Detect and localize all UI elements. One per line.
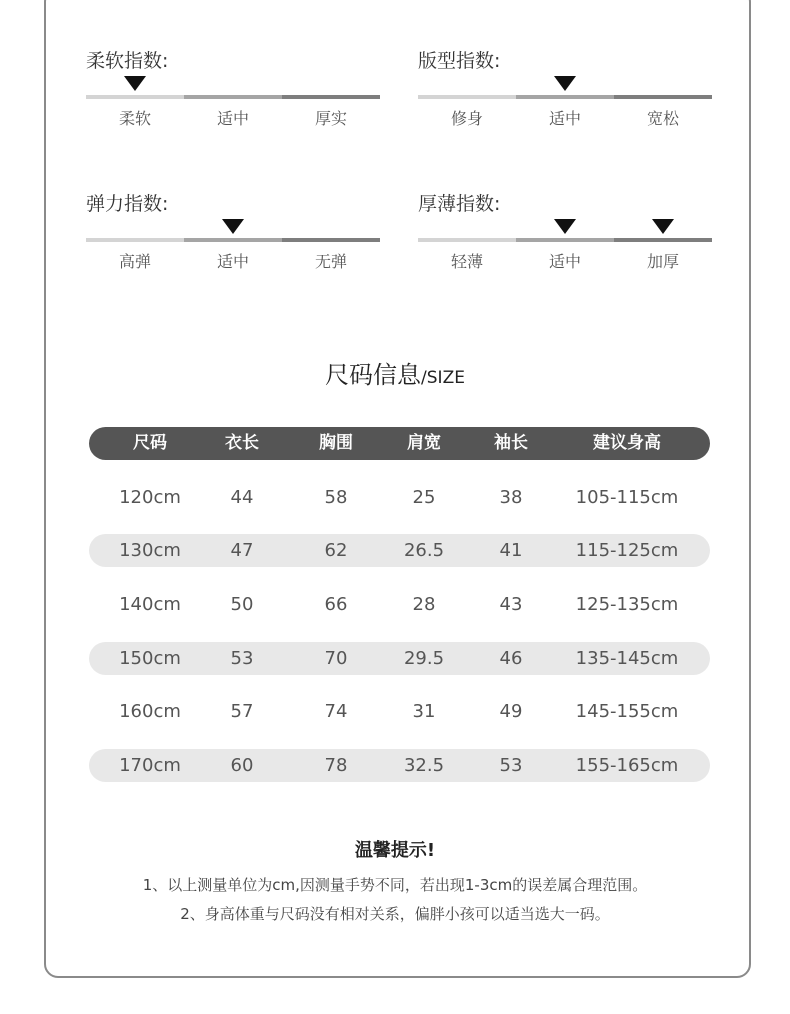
cell-shoulder: 32.5 <box>403 755 445 776</box>
fit-marker-icon <box>554 76 576 91</box>
cell-shoulder: 25 <box>412 487 436 508</box>
thickness-label-low: 轻薄 <box>450 252 483 271</box>
cell-chest: 74 <box>324 701 348 722</box>
header-length: 衣长 <box>225 433 259 453</box>
tip-line-2: 2、身高体重与尺码没有相对关系，偏胖小孩可以适当选大一码。 <box>180 905 610 923</box>
cell-shoulder: 31 <box>412 701 436 722</box>
thickness-title: 厚薄指数: <box>418 193 501 215</box>
softness-marker-icon <box>124 76 146 91</box>
cell-height: 115-125cm <box>575 540 679 561</box>
cell-height: 105-115cm <box>575 487 679 508</box>
cell-height: 145-155cm <box>575 701 679 722</box>
elasticity-label-mid: 适中 <box>216 252 249 271</box>
elasticity-marker-icon <box>222 219 244 234</box>
softness-label-mid: 适中 <box>216 109 249 128</box>
size-section-title <box>0 355 790 390</box>
cell-chest: 66 <box>324 594 348 615</box>
fit-label-low: 修身 <box>450 109 483 128</box>
thickness-scale-bar <box>418 238 712 242</box>
softness-scale-bar <box>86 95 380 99</box>
elasticity-label-high: 无弹 <box>314 252 347 271</box>
header-shoulder: 肩宽 <box>407 433 441 453</box>
tip-line-1: 1、以上测量单位为cm,因测量手势不同，若出现1-3cm的误差属合理范围。 <box>142 876 648 894</box>
fit-scale-bar <box>418 95 712 99</box>
cell-height: 135-145cm <box>575 648 679 669</box>
cell-chest: 70 <box>324 648 348 669</box>
thickness-indicator <box>418 189 712 279</box>
cell-sleeve: 41 <box>499 540 523 561</box>
cell-height: 155-165cm <box>575 755 679 776</box>
thickness-marker-high-icon <box>652 219 674 234</box>
cell-sleeve: 38 <box>499 487 523 508</box>
fit-indicator <box>418 46 712 136</box>
cell-size: 160cm <box>119 701 181 722</box>
cell-size: 120cm <box>119 487 181 508</box>
fit-label-high: 宽松 <box>646 109 679 128</box>
cell-shoulder: 29.5 <box>403 648 445 669</box>
table-row <box>89 695 710 728</box>
cell-size: 150cm <box>119 648 181 669</box>
header-size: 尺码 <box>133 433 167 453</box>
cell-size: 170cm <box>119 755 181 776</box>
table-row <box>89 588 710 621</box>
cell-shoulder: 28 <box>412 594 436 615</box>
table-row <box>89 534 710 567</box>
softness-title: 柔软指数: <box>86 50 169 72</box>
thickness-marker-mid-icon <box>554 219 576 234</box>
cell-length: 47 <box>230 540 254 561</box>
cell-chest: 58 <box>324 487 348 508</box>
size-title-sub: /SIZE <box>421 368 465 388</box>
softness-indicator <box>86 46 380 136</box>
cell-length: 57 <box>230 701 254 722</box>
table-row <box>89 749 710 782</box>
cell-sleeve: 53 <box>499 755 523 776</box>
cell-chest: 62 <box>324 540 348 561</box>
softness-label-low: 柔软 <box>118 109 151 128</box>
softness-label-high: 厚实 <box>314 109 347 128</box>
cell-shoulder: 26.5 <box>403 540 445 561</box>
cell-height: 125-135cm <box>575 594 679 615</box>
cell-length: 50 <box>230 594 254 615</box>
elasticity-indicator <box>86 189 380 279</box>
cell-sleeve: 49 <box>499 701 523 722</box>
tips-title: 温馨提示! <box>354 840 436 861</box>
elasticity-label-low: 高弹 <box>118 252 151 271</box>
thickness-label-high: 加厚 <box>646 252 679 271</box>
cell-length: 44 <box>230 487 254 508</box>
fit-title: 版型指数: <box>418 50 501 72</box>
cell-length: 60 <box>230 755 254 776</box>
table-row <box>89 481 710 514</box>
cell-sleeve: 43 <box>499 594 523 615</box>
table-row <box>89 642 710 675</box>
thickness-label-mid: 适中 <box>548 252 581 271</box>
elasticity-scale-bar <box>86 238 380 242</box>
size-table-header <box>89 427 710 460</box>
cell-chest: 78 <box>324 755 348 776</box>
cell-length: 53 <box>230 648 254 669</box>
size-title-main: 尺码信息 <box>325 361 422 389</box>
elasticity-title: 弹力指数: <box>86 193 169 215</box>
cell-sleeve: 46 <box>499 648 523 669</box>
cell-size: 130cm <box>119 540 181 561</box>
header-chest: 胸围 <box>319 433 353 453</box>
cell-size: 140cm <box>119 594 181 615</box>
header-height: 建议身高 <box>593 433 661 453</box>
header-sleeve: 袖长 <box>494 433 528 453</box>
fit-label-mid: 适中 <box>548 109 581 128</box>
